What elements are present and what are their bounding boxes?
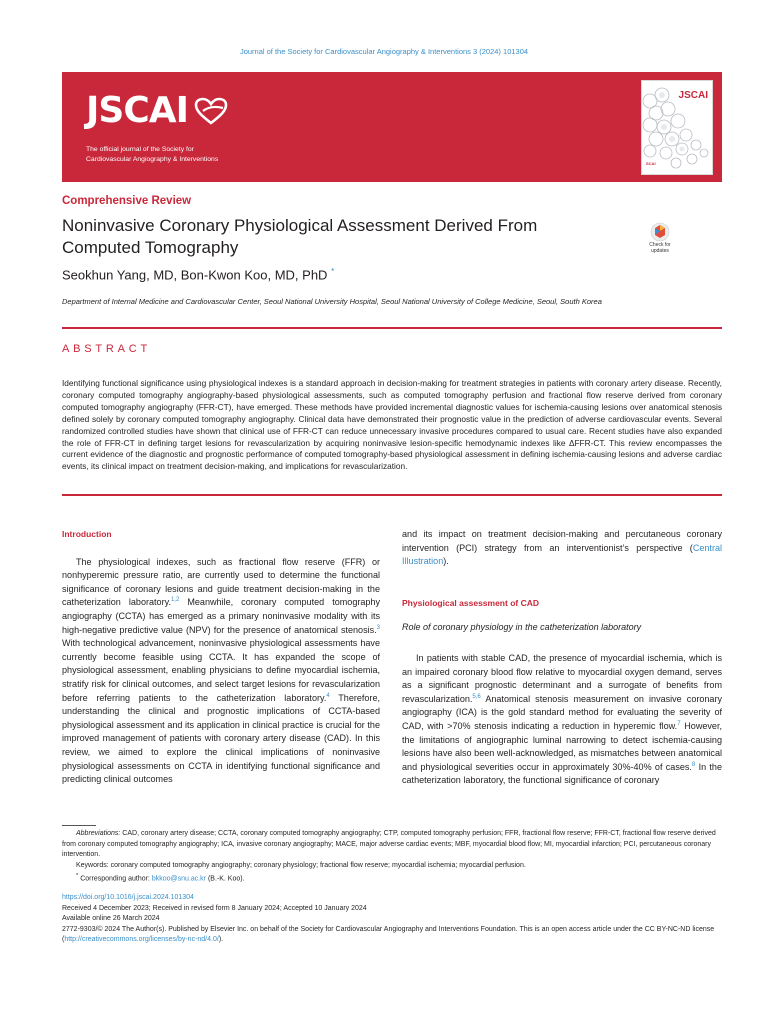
publication-info: [62, 893, 722, 946]
article-title: Noninvasive Coronary Physiological Assessment Derived From Computed Tomography: [62, 216, 538, 257]
abstract-text: Identifying functional significance using physiological indexes is a standard approach in decision-making for treatment strategies in patients with coronary artery disease. Recently, coronary computed tomography angiography-based physiological assessments, such as computed tomography perfusion and fractional flow reserve derived from coronary computed tomography angiography (FFR-CT), have emerged. These methods have provided incremental diagnostic values for ischemia-causing lesions over anatomical stenosis defined solely by coronary computed tomography angiography. Clinical data have demonstrated their prognostic value in the prediction of adverse cardiovascular events. Several randomized controlled studies have shown that clinical use of FFR-CT can reduce unnecessary invasive procedures compared to usual care. Recent studies have also expanded the role of FFR-CT in defining target lesions for revascularization by acquiring noninvasive lesion-specific hemodynamic indexes like ΔFFR-CT. This review encompasses the current evidence of the diagnostic and prognostic performance of computed tomography-based physiological assessment in defining ischemia-causing lesions and adverse cardiac events, its clinical impact on treatment decision-making, and implications for revascularization.: [62, 378, 722, 472]
journal-cover-thumbnail[interactable]: [641, 80, 713, 175]
corresponding-author-note: [62, 871, 722, 885]
corresponding-author-mark[interactable]: *: [331, 267, 335, 276]
crossmark-label[interactable]: [645, 242, 675, 254]
intro-text-3: With technological advancement, noninvasive physiological assessments have currently become feasible using CCTA. It has expanded the scope of physiological assessment, enabling physicians to define myocardial ischemia, stratify risk for clinical outcomes, and select target lesions for revascularization before referring patients to the catheterization laboratory.: [62, 638, 380, 703]
right-column: [402, 528, 722, 788]
intro-text-1: The physiological indexes, such as fractional flow reserve (FFR) or nonhyperemic pressure ratio, are currently used to determine the functional significance of coronary lesions and guide treatment decision-making in the catheterization laboratory.: [62, 556, 380, 608]
divider-top: [62, 327, 722, 329]
citation-3[interactable]: 3: [376, 624, 380, 631]
citation-5-6[interactable]: 5,6: [472, 693, 481, 700]
journal-banner: [62, 72, 722, 182]
keywords-text: coronary computed tomography angiography; coronary physiology; fractional flow reserve; myocardial ischemia; myocardial perfusion.: [108, 861, 526, 869]
tagline-line-1: The official journal of the Society for: [86, 146, 194, 153]
license-text-1: 2772-9303/© 2024 The Author(s). Published by Elsevier Inc. on behalf of the Society for Cardiovascular Angiography and Interventions Foundation. This is an open access article under the CC BY-NC-ND license (: [62, 925, 715, 943]
article-type: Comprehensive Review: [62, 195, 192, 207]
cont-text-2: ).: [443, 556, 449, 567]
citation-8[interactable]: 8: [691, 761, 696, 768]
intro-text-4: Therefore, understanding the clinical and prognostic implications of CCTA-based physiological assessment and its application in clinical practice is crucial for the improved management of patients with coronary artery disease (CAD). In this review, we aimed to explore the clinical implications of noninvasive physiological assessments on CCTA in identifying functional significance and predicting clinical outcomes: [62, 692, 380, 785]
intro-text-2: Meanwhile, coronary computed tomography angiography (CCTA) has emerged as a primary noninvasive modality with its high-negative predictive value (NPV) for the presence of anatomical stenosis.: [62, 597, 380, 635]
author-email-link[interactable]: bkkoo@snu.ac.kr: [151, 875, 207, 883]
footnotes: [62, 829, 722, 885]
cont-text-1: and its impact on treatment decision-making and percutaneous coronary intervention (PCI) strategy from an interventionist’s perspective (: [402, 529, 722, 553]
introduction-heading: Introduction: [62, 529, 112, 539]
crossmark-line-2: updates: [651, 248, 669, 254]
license-statement: [62, 925, 722, 946]
corresponding-suffix: (B.-K. Koo).: [206, 875, 245, 883]
phys-text-3: However, the limitations of angiographic luminal narrowing to detect ischemia-causing lesions have also been well-acknowledged, as mismatches between anatomical and physiological severities occur in approximately 30%-40% of cases.: [402, 720, 722, 772]
citation-4[interactable]: 4: [326, 692, 330, 699]
physiological-assessment-heading: Physiological assessment of CAD: [402, 597, 539, 608]
cover-society-mark: SCAI: [646, 161, 656, 166]
continued-paragraph: [402, 528, 722, 569]
abbreviations-note: [62, 829, 722, 861]
cover-logo: JSCAI: [678, 90, 708, 101]
heart-logo-icon: [194, 97, 228, 125]
phys-text-2: Anatomical stenosis measurement on invasive coronary angiography (ICA) is the gold standard method for evaluating the severity of CAD, with >70% stenosis indicating a reduction in hyperemic flow.: [402, 693, 722, 731]
author-names: Seokhun Yang, MD, Bon-Kwon Koo, MD, PhD: [62, 267, 328, 283]
journal-reference[interactable]: Journal of the Society for Cardiovascular Angiography & Interventions 3 (2024) 101304: [239, 47, 529, 56]
abstract-heading: ABSTRACT: [62, 343, 152, 355]
online-date: Available online 26 March 2024: [62, 915, 160, 922]
keywords-label: Keywords:: [76, 861, 109, 869]
logo-text: JSCAI: [86, 90, 188, 131]
abbreviations-label: Abbreviations:: [76, 830, 121, 837]
author-affiliation: Department of Internal Medicine and Cardiovascular Center, Seoul National University Hospital, Seoul National University of College Medicine, Seoul, South Korea: [62, 297, 602, 306]
phys-text-4: In the catheterization laboratory, the functional significance of coronary: [402, 761, 722, 786]
divider-bottom: [62, 494, 722, 496]
license-link[interactable]: http://creativecommons.org/licenses/by-nc-nd/4.0/: [64, 936, 219, 943]
coronary-physiology-subheading: Role of coronary physiology in the catheterization laboratory: [402, 622, 642, 633]
phys-text-1: In patients with stable CAD, the presence of myocardial ischemia, which is an impaired coronary blood flow relative to myocardial oxygen demand, serves as a significant prognostic determinant and a surrogate of benefits from revascularization.: [402, 652, 722, 704]
central-illustration-link[interactable]: Central Illustration: [402, 542, 722, 567]
corresponding-label: Corresponding author:: [78, 875, 152, 883]
license-text-2: ).: [218, 936, 224, 943]
physiology-paragraph: [402, 652, 722, 788]
citation-7[interactable]: 7: [677, 720, 681, 727]
author-list: [62, 267, 334, 282]
crossmark-line-1: Check for: [649, 242, 671, 248]
logo-tagline: [86, 145, 218, 164]
doi-link[interactable]: https://doi.org/10.1016/j.jscai.2024.101304: [62, 894, 194, 901]
introduction-paragraph: [62, 556, 380, 787]
footnote-divider: [62, 825, 96, 826]
tagline-line-2: Cardiovascular Angiography & Interventions: [86, 155, 219, 163]
abbreviations-text: CAD, coronary artery disease; CCTA, coronary computed tomography angiography; CTP, computed tomography perfusion; FFR, fractional flow reserve; FFR-CT, fractional flow reserve derived from coronary computed tomography angiography; ICA, invasive coronary angiography; MACE, major adverse cardiac events; MBF, myocardial blood flow; MI, myocardial infarction; PCI, percutaneous coronary intervention.: [62, 830, 716, 858]
keywords-note: [62, 861, 722, 872]
left-column: [62, 528, 380, 787]
journal-logo: [86, 90, 228, 131]
received-dates: Received 4 December 2023; Received in revised form 8 January 2024; Accepted 10 January 2024: [62, 904, 367, 912]
citation-1-2[interactable]: 1,2: [170, 597, 180, 604]
corresponding-mark: *: [76, 873, 79, 879]
